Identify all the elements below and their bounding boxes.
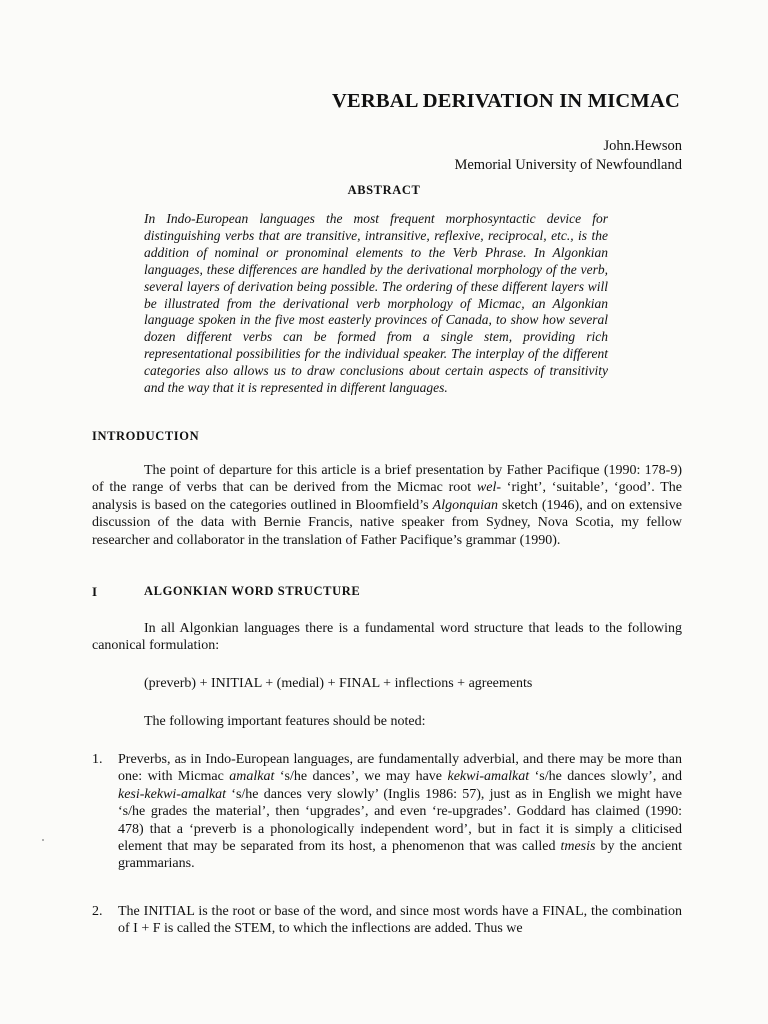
introduction-heading: INTRODUCTION (92, 429, 200, 443)
micmac-word: kesi-kekwi-amalkat (118, 786, 227, 802)
micmac-word: amalkat (229, 769, 275, 785)
intro-book-title: Algonquian (432, 497, 498, 513)
author-block (454, 137, 682, 175)
list-number: 1. (92, 752, 103, 767)
section-number: I (92, 584, 98, 599)
item-text: The INITIAL is the root or base of the word, and since most words have a FINAL, the combination of I + F is called the STEM, to which the inflections are added. Thus we (118, 904, 682, 937)
author-affiliation: Memorial University of Newfoundland (454, 157, 682, 173)
section-paragraph-2: The following important features should be noted: (144, 714, 426, 729)
list-number: 2. (92, 904, 103, 919)
introduction-paragraph (92, 462, 682, 549)
abstract-heading: ABSTRACT (347, 183, 421, 197)
list-item (92, 903, 682, 938)
list-item (92, 751, 682, 873)
paper-title: VERBAL DERIVATION IN MICMAC (331, 90, 680, 112)
term-tmesis: tmesis (560, 839, 596, 855)
item-text: ‘s/he dances slowly’, and (529, 769, 682, 785)
section-paragraph-1 (92, 620, 682, 655)
intro-text-b: ‘right’, ‘suitable’, ‘good’. The analysis is based on the categories outlined in Bloomfield’s (92, 480, 682, 513)
intro-text-a: The point of departure for this article is a brief presentation by Father Pacifique (1990: 178-9) of the range of verbs that can be derived from the Micmac root (92, 463, 682, 496)
item-text: ‘s/he dances very slowly’ (Inglis 1986: 57), just as in English we might have ‘s/he grades the material’, then ‘upgrades’, and even ‘re-upgrades’. Goddard has claimed (1990: 478) that a ‘preverb is a phonologically independent word’, but in fact it is simply a cliticised element that may be separated from its host, a phenomenon that was called (118, 786, 682, 855)
section-p1-text: In all Algonkian languages there is a fundamental word structure that leads to the following canonical formulation: (92, 621, 682, 654)
item-text: by the ancient grammarians. (118, 839, 682, 872)
canonical-formula: (preverb) + INITIAL + (medial) + FINAL + inflections + agreements (144, 676, 533, 691)
intro-text-c: sketch (1946), and on extensive discussion of the data with Bernie Francis, native speaker from Sydney, Nova Scotia, my fellow researcher and collaborator in the translation of Father Pacifique’s grammar (1990). (92, 497, 682, 548)
item-text: Preverbs, as in Indo-European languages, are fundamentally adverbial, and there may be more than one: with Micmac (118, 752, 682, 785)
author-name: John.Hewson (603, 138, 682, 154)
item-text: ‘s/he dances’, we may have (274, 769, 448, 785)
intro-root-word: wel- (476, 480, 502, 496)
abstract-body: In Indo-European languages the most frequent morphosyntactic device for distinguishing verbs that are transitive, intransitive, reflexive, reciprocal, etc., is the addition of nominal or pronominal elements to the Verb Phrase. In Algonkian languages, these differences are handled by the derivational morphology of the verb, several layers of derivation being possible. The ordering of these different layers will be illustrated from the derivational verb morphology of Micmac, an Algonkian language spoken in the five most easterly provinces of Canada, to show how several dozen different verbs can be formed from a single stem, providing rich representational possibilities for the individual speaker. The interplay of the different categories also allows us to draw conclusions about certain aspects of transitivity and the way that it is represented in different languages. (144, 211, 608, 396)
section-heading: ALGONKIAN WORD STRUCTURE (144, 584, 361, 598)
micmac-word: kekwi-amalkat (447, 769, 530, 785)
scan-speck (42, 839, 44, 841)
